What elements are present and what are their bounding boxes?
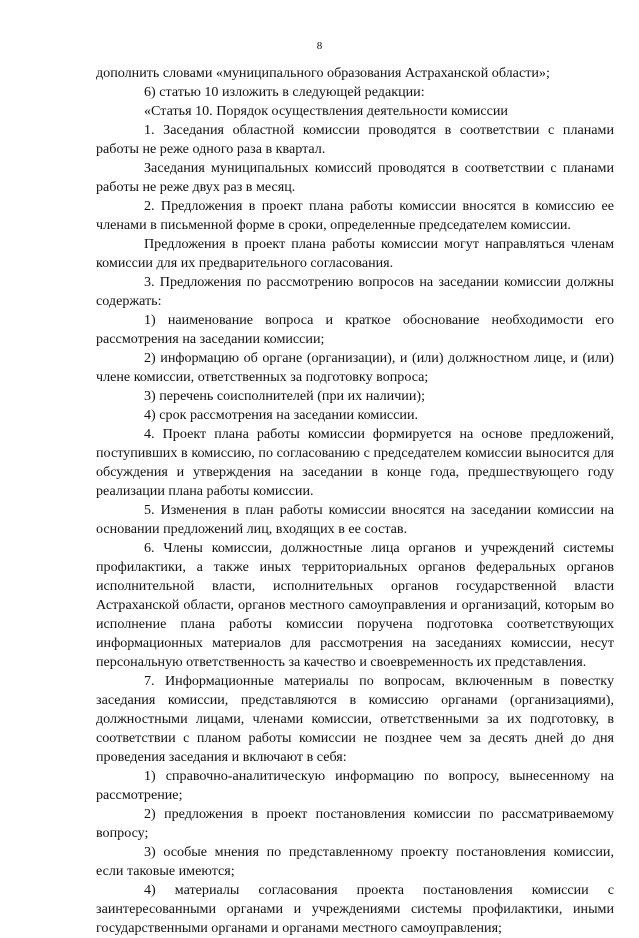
paragraph-continuation: дополнить словами «муниципального образования Астраханской области»; <box>96 65 550 81</box>
paragraph-clause-1: 1. Заседания областной комиссии проводятся в соответствии с планами работы не реже одного раза в квартал. <box>96 122 614 157</box>
paragraph-clause-5: 5. Изменения в план работы комиссии вносятся на заседании комиссии на основании предложений лиц, входящих в ее состав. <box>96 502 614 537</box>
paragraph-clause-7: 7. Информационные материалы по вопросам, включенным в повестку заседания комиссии, представляются в комиссию органами (организациями), должностными лицами, членами комиссии, ответственными за их подготовку, в соответствии с планом работы комиссии не позднее чем за десять дней до дня проведения заседания и включают в себя: <box>96 673 614 765</box>
list-item-4-term: 4) срок рассмотрения на заседании комиссии. <box>144 407 419 423</box>
paragraph-clause-1-municipal: Заседания муниципальных комиссий проводятся в соответствии с планами работы не реже двух раз в месяц. <box>96 160 614 195</box>
paragraph-clause-2: 2. Предложения в проект плана работы комиссии вносятся в комиссию ее членами в письменной форме в сроки, определенные председателем комиссии. <box>96 198 614 233</box>
paragraph-clause-6: 6. Члены комиссии, должностные лица органов и учреждений системы профилактики, а также иных территориальных органов федеральных органов исполнительной власти, исполнительных органов государственной власти Астраханской области, органов местного самоуправления и организаций, которым во исполнение плана работы комиссии поручена подготовка соответствующих информационных материалов для рассмотрения на заседаниях комиссии, несут персональную ответственность за качество и своевременность их представления. <box>96 540 614 670</box>
paragraph-clause-4: 4. Проект плана работы комиссии формируется на основе предложений, поступивших в комиссию, по согласованию с председателем комиссии выносится для обсуждения и утверждения на заседании в конце года, предшествующего году реализации плана работы комиссии. <box>96 426 614 499</box>
article-10-heading: «Статья 10. Порядок осуществления деятельности комиссии <box>144 103 508 119</box>
list-item-3-opinions: 3) особые мнения по представленному проекту постановления комиссии, если таковые имеются; <box>96 844 614 879</box>
page-number: 8 <box>316 40 323 52</box>
list-item-1-name: 1) наименование вопроса и краткое обоснование необходимости его рассмотрения на заседании комиссии; <box>96 312 614 347</box>
list-item-1-reference: 1) справочно-аналитическую информацию по вопросу, вынесенному на рассмотрение; <box>96 768 614 803</box>
list-item-2-body: 2) информацию об органе (организации), и (или) должностном лице, и (или) члене комиссии, ответственных за подготовку вопроса; <box>96 350 614 385</box>
paragraph-clause-2-agreement: Предложения в проект плана работы комиссии могут направляться членам комиссии для их предварительного согласования. <box>96 236 614 271</box>
list-item-3-coexecutors: 3) перечень соисполнителей (при их наличии); <box>144 388 425 404</box>
list-item-4-approval-materials: 4) материалы согласования проекта постановления комиссии с заинтересованными органами и учреждениями системы профилактики, иными государственными органами и органами местного самоуправления; <box>96 882 614 936</box>
document-body <box>96 64 614 938</box>
list-item-2-proposals: 2) предложения в проект постановления комиссии по рассматриваемому вопросу; <box>96 806 614 841</box>
paragraph-clause-3: 3. Предложения по рассмотрению вопросов на заседании комиссии должны содержать: <box>96 274 614 309</box>
paragraph-amendment-item-6: 6) статью 10 изложить в следующей редакции: <box>144 84 425 100</box>
